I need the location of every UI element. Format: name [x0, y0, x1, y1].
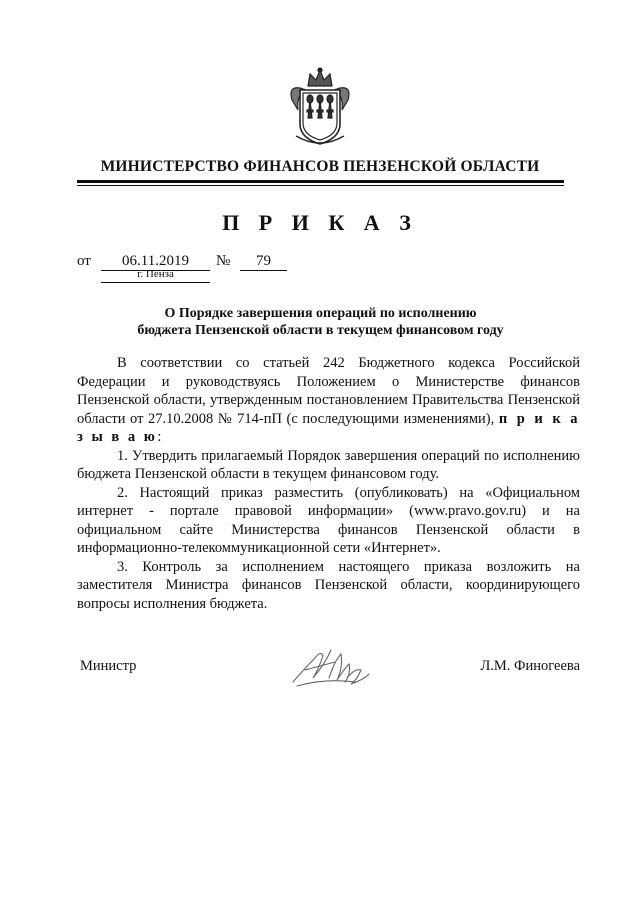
- order-number: 79: [240, 253, 287, 271]
- ministry-name: МИНИСТЕРСТВО ФИНАНСОВ ПЕНЗЕНСКОЙ ОБЛАСТИ: [100, 158, 540, 175]
- item-2-paragraph: 2. Настоящий приказ разместить (опубликовать) на «Официальном интернет - портале правовой информации» (www.pravo.gov.ru) и на официальном сайте Министерства финансов Пензенской области в информационно-телекоммуникационной сети «Интернет».: [77, 484, 580, 556]
- date-prefix-label: от: [77, 253, 91, 269]
- handwritten-signature-icon: [285, 638, 375, 693]
- order-keyword-colon: :: [157, 429, 162, 445]
- order-date: 06.11.2019: [101, 253, 210, 271]
- subject-line-1: О Порядке завершения операций по исполнению: [164, 306, 477, 321]
- preamble-text: В соответствии со статьей 242 Бюджетного кодекса Российской Федерации и руководствуясь Положением о Министерстве финансов Пензенской области, утвержденным постановлением Правительства Пензенской области от 27.10.2008 № 714-пП (с последующими изменениями),: [77, 355, 580, 427]
- document-title: П Р И К А З: [222, 210, 418, 235]
- item-1-paragraph: 1. Утвердить прилагаемый Порядок завершения операций по исполнению бюджета Пензенской области в текущем финансовом году.: [77, 447, 580, 482]
- place-underline: [101, 282, 210, 283]
- order-body: [77, 354, 580, 613]
- signatory-position: Министр: [80, 658, 137, 674]
- header-divider-thick: [77, 180, 564, 183]
- order-place: г. Пенза: [137, 268, 174, 280]
- subject-line-2: бюджета Пензенской области в текущем финансовом году: [137, 323, 504, 338]
- pensa-coat-of-arms-icon: [286, 66, 354, 148]
- number-label: №: [216, 253, 231, 269]
- header-divider-thin: [77, 185, 564, 186]
- preamble-paragraph: [77, 354, 580, 447]
- order-subject: [77, 305, 564, 339]
- signatory-name: Л.М. Финогеева: [480, 658, 580, 674]
- item-3-paragraph: 3. Контроль за исполнением настоящего приказа возложить на заместителя Министра финансов Пензенской области, координирующего вопросы исполнения бюджета.: [77, 558, 580, 612]
- order-keyword: п р и к а з ы в а ю: [77, 410, 580, 445]
